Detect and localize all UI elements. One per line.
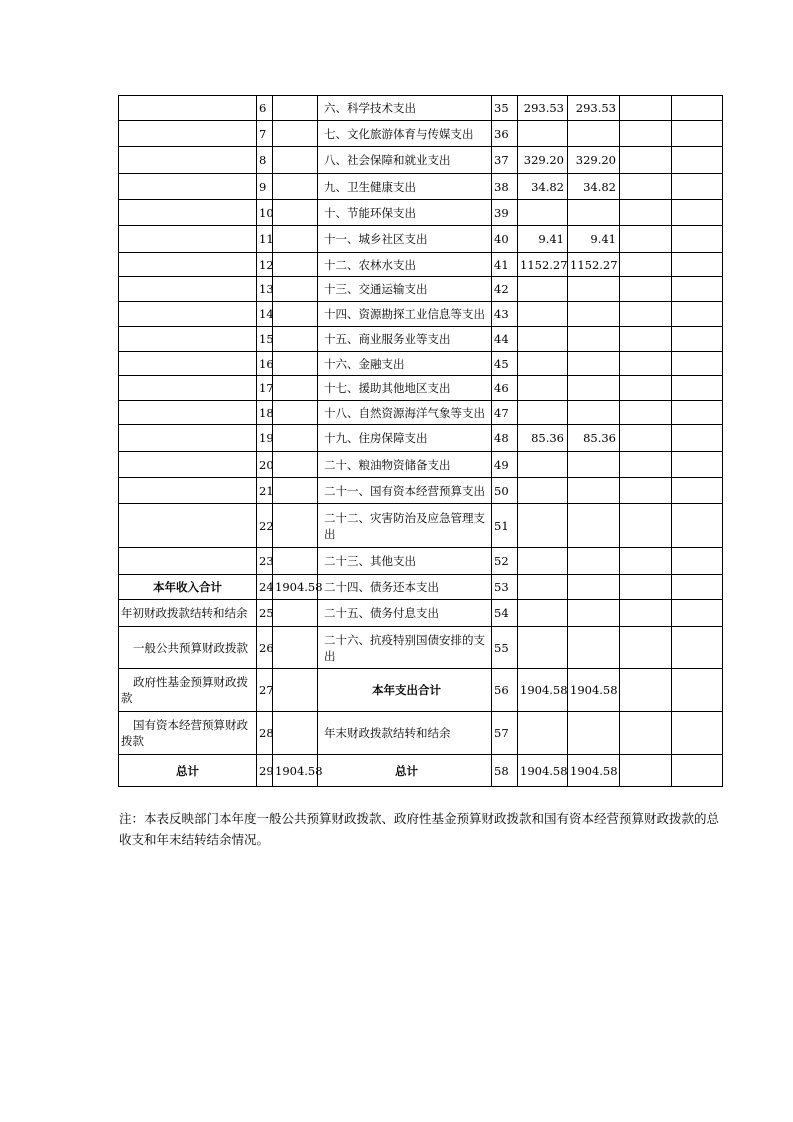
general-budget-cell (568, 712, 620, 755)
income-amount-cell (273, 226, 318, 253)
income-amount-cell (273, 376, 318, 401)
income-amount-cell (273, 327, 318, 352)
income-amount-cell (273, 627, 318, 669)
income-item-cell (119, 504, 257, 548)
income-line-no-cell: 25 (257, 600, 273, 627)
income-amount-cell (273, 174, 318, 200)
income-item-cell: 本年收入合计 (119, 575, 257, 600)
table-row (119, 352, 723, 376)
state-capital-budget-cell (672, 277, 723, 302)
expense-total-cell: 1904.58 (518, 755, 568, 787)
fund-budget-cell (620, 504, 672, 548)
income-line-no-cell: 29 (257, 755, 273, 787)
table-row (119, 200, 723, 226)
expense-total-cell (518, 121, 568, 147)
income-item-cell (119, 96, 257, 121)
expense-line-no-cell: 40 (492, 226, 518, 253)
expense-item-cell: 十七、援助其他地区支出 (318, 376, 492, 401)
general-budget-cell: 1904.58 (568, 669, 620, 712)
income-item-cell: 政府性基金预算财政拨款 (119, 669, 257, 712)
table-footnote: 注：本表反映部门本年度一般公共预算财政拨款、政府性基金预算财政拨款和国有资本经营预算财政拨款的总收支和年末结转结余情况。 (119, 811, 720, 847)
table-row (119, 174, 723, 200)
income-amount-cell (273, 452, 318, 478)
expense-total-cell: 293.53 (518, 96, 568, 121)
general-budget-cell: 329.20 (568, 147, 620, 174)
income-item-cell (119, 277, 257, 302)
income-item-cell: 一般公共预算财政拨款 (119, 627, 257, 669)
expense-total-cell (518, 452, 568, 478)
fund-budget-cell (620, 96, 672, 121)
expense-total-cell (518, 504, 568, 548)
income-item-cell (119, 401, 257, 425)
general-budget-cell: 85.36 (568, 425, 620, 452)
income-amount-cell (273, 478, 318, 504)
fund-budget-cell (620, 147, 672, 174)
general-budget-cell: 293.53 (568, 96, 620, 121)
income-line-no-cell: 24 (257, 575, 273, 600)
income-line-no-cell: 15 (257, 327, 273, 352)
income-amount-cell (273, 277, 318, 302)
general-budget-cell (568, 548, 620, 575)
income-line-no-cell: 23 (257, 548, 273, 575)
income-line-no-cell: 13 (257, 277, 273, 302)
general-budget-cell (568, 121, 620, 147)
expense-total-cell (518, 478, 568, 504)
income-line-no-cell: 19 (257, 425, 273, 452)
income-line-no-cell: 22 (257, 504, 273, 548)
table-row (119, 575, 723, 600)
income-line-no-cell: 26 (257, 627, 273, 669)
table-row (119, 226, 723, 253)
state-capital-budget-cell (672, 669, 723, 712)
fund-budget-cell (620, 478, 672, 504)
expense-total-cell: 85.36 (518, 425, 568, 452)
table-row (119, 712, 723, 755)
expense-total-cell: 329.20 (518, 147, 568, 174)
expense-line-no-cell: 44 (492, 327, 518, 352)
general-budget-cell (568, 327, 620, 352)
income-item-cell (119, 302, 257, 327)
expense-line-no-cell: 41 (492, 253, 518, 277)
income-item-cell (119, 200, 257, 226)
expense-line-no-cell: 52 (492, 548, 518, 575)
expense-item-cell: 二十三、其他支出 (318, 548, 492, 575)
fund-budget-cell (620, 452, 672, 478)
income-line-no-cell: 11 (257, 226, 273, 253)
fund-budget-cell (620, 200, 672, 226)
expense-line-no-cell: 36 (492, 121, 518, 147)
income-item-cell: 总计 (119, 755, 257, 787)
expense-item-cell: 十一、城乡社区支出 (318, 226, 492, 253)
income-item-cell (119, 548, 257, 575)
income-amount-cell (273, 253, 318, 277)
expense-total-cell: 9.41 (518, 226, 568, 253)
income-amount-cell (273, 669, 318, 712)
expense-total-cell (518, 548, 568, 575)
expense-line-no-cell: 51 (492, 504, 518, 548)
expense-total-cell: 1904.58 (518, 669, 568, 712)
table-row (119, 147, 723, 174)
state-capital-budget-cell (672, 575, 723, 600)
table-row (119, 755, 723, 787)
expense-total-cell (518, 302, 568, 327)
expense-item-cell: 本年支出合计 (318, 669, 492, 712)
income-line-no-cell: 10 (257, 200, 273, 226)
income-line-no-cell: 12 (257, 253, 273, 277)
income-item-cell (119, 478, 257, 504)
expense-item-cell: 二十六、抗疫特别国债安排的支出 (318, 627, 492, 669)
expense-line-no-cell: 58 (492, 755, 518, 787)
income-amount-cell (273, 121, 318, 147)
expense-line-no-cell: 53 (492, 575, 518, 600)
fund-budget-cell (620, 277, 672, 302)
income-amount-cell (273, 504, 318, 548)
state-capital-budget-cell (672, 504, 723, 548)
income-line-no-cell: 14 (257, 302, 273, 327)
fund-budget-cell (620, 600, 672, 627)
fund-budget-cell (620, 627, 672, 669)
expense-total-cell (518, 376, 568, 401)
expense-item-cell: 六、科学技术支出 (318, 96, 492, 121)
fund-budget-cell (620, 755, 672, 787)
expense-item-cell: 十二、农林水支出 (318, 253, 492, 277)
expense-item-cell: 十九、住房保障支出 (318, 425, 492, 452)
general-budget-cell (568, 200, 620, 226)
table-row (119, 302, 723, 327)
income-line-no-cell: 6 (257, 96, 273, 121)
state-capital-budget-cell (672, 121, 723, 147)
table-row (119, 627, 723, 669)
income-amount-cell (273, 302, 318, 327)
income-line-no-cell: 9 (257, 174, 273, 200)
general-budget-cell (568, 504, 620, 548)
fund-budget-cell (620, 401, 672, 425)
income-item-cell (119, 376, 257, 401)
income-amount-cell (273, 548, 318, 575)
table-row (119, 548, 723, 575)
income-line-no-cell: 27 (257, 669, 273, 712)
fund-budget-cell (620, 327, 672, 352)
fund-budget-cell (620, 174, 672, 200)
expense-line-no-cell: 39 (492, 200, 518, 226)
income-amount-cell (273, 425, 318, 452)
table-row (119, 96, 723, 121)
fund-budget-cell (620, 352, 672, 376)
expense-line-no-cell: 56 (492, 669, 518, 712)
fund-budget-cell (620, 226, 672, 253)
expense-line-no-cell: 49 (492, 452, 518, 478)
fund-budget-cell (620, 548, 672, 575)
state-capital-budget-cell (672, 302, 723, 327)
expense-total-cell: 1152.27 (518, 253, 568, 277)
state-capital-budget-cell (672, 327, 723, 352)
state-capital-budget-cell (672, 478, 723, 504)
income-item-cell (119, 327, 257, 352)
income-line-no-cell: 7 (257, 121, 273, 147)
income-line-no-cell: 20 (257, 452, 273, 478)
expense-item-cell: 年末财政拨款结转和结余 (318, 712, 492, 755)
income-line-no-cell: 17 (257, 376, 273, 401)
expense-line-no-cell: 55 (492, 627, 518, 669)
expense-item-cell: 十八、自然资源海洋气象等支出 (318, 401, 492, 425)
income-item-cell (119, 121, 257, 147)
income-item-cell (119, 253, 257, 277)
table-row (119, 253, 723, 277)
general-budget-cell (568, 376, 620, 401)
fund-budget-cell (620, 253, 672, 277)
expense-item-cell: 二十四、债务还本支出 (318, 575, 492, 600)
income-line-no-cell: 18 (257, 401, 273, 425)
income-item-cell (119, 226, 257, 253)
expense-total-cell (518, 575, 568, 600)
expense-total-cell (518, 352, 568, 376)
general-budget-cell (568, 452, 620, 478)
expense-line-no-cell: 37 (492, 147, 518, 174)
table-row (119, 121, 723, 147)
expense-item-cell: 九、卫生健康支出 (318, 174, 492, 200)
expense-item-cell: 十五、商业服务业等支出 (318, 327, 492, 352)
table-row (119, 327, 723, 352)
table-row (119, 478, 723, 504)
expense-total-cell (518, 327, 568, 352)
expense-total-cell (518, 200, 568, 226)
financial-table (118, 95, 723, 787)
income-amount-cell (273, 96, 318, 121)
income-item-cell (119, 452, 257, 478)
expense-item-cell: 七、文化旅游体育与传媒支出 (318, 121, 492, 147)
income-amount-cell (273, 200, 318, 226)
expense-line-no-cell: 57 (492, 712, 518, 755)
expense-line-no-cell: 47 (492, 401, 518, 425)
income-amount-cell: 1904.58 (273, 755, 318, 787)
state-capital-budget-cell (672, 174, 723, 200)
table-row (119, 376, 723, 401)
general-budget-cell (568, 302, 620, 327)
expense-line-no-cell: 48 (492, 425, 518, 452)
state-capital-budget-cell (672, 627, 723, 669)
expense-item-cell: 十六、金融支出 (318, 352, 492, 376)
state-capital-budget-cell (672, 253, 723, 277)
state-capital-budget-cell (672, 452, 723, 478)
expense-item-cell: 二十一、国有资本经营预算支出 (318, 478, 492, 504)
state-capital-budget-cell (672, 352, 723, 376)
expense-total-cell (518, 401, 568, 425)
expense-line-no-cell: 38 (492, 174, 518, 200)
income-item-cell (119, 425, 257, 452)
table-row (119, 277, 723, 302)
state-capital-budget-cell (672, 600, 723, 627)
state-capital-budget-cell (672, 200, 723, 226)
state-capital-budget-cell (672, 376, 723, 401)
state-capital-budget-cell (672, 548, 723, 575)
state-capital-budget-cell (672, 401, 723, 425)
general-budget-cell: 34.82 (568, 174, 620, 200)
expense-line-no-cell: 35 (492, 96, 518, 121)
fund-budget-cell (620, 669, 672, 712)
income-item-cell (119, 147, 257, 174)
expense-line-no-cell: 42 (492, 277, 518, 302)
expense-total-cell (518, 712, 568, 755)
expense-item-cell: 八、社会保障和就业支出 (318, 147, 492, 174)
expense-total-cell (518, 277, 568, 302)
income-amount-cell (273, 401, 318, 425)
expense-item-cell: 十三、交通运输支出 (318, 277, 492, 302)
general-budget-cell: 1904.58 (568, 755, 620, 787)
fund-budget-cell (620, 302, 672, 327)
table-row (119, 669, 723, 712)
fund-budget-cell (620, 121, 672, 147)
table-row (119, 452, 723, 478)
expense-item-cell: 十四、资源勘探工业信息等支出 (318, 302, 492, 327)
fund-budget-cell (620, 575, 672, 600)
income-amount-cell (273, 600, 318, 627)
expense-line-no-cell: 43 (492, 302, 518, 327)
expense-line-no-cell: 54 (492, 600, 518, 627)
general-budget-cell (568, 575, 620, 600)
income-item-cell: 国有资本经营预算财政拨款 (119, 712, 257, 755)
expense-item-cell: 总计 (318, 755, 492, 787)
expense-item-cell: 二十二、灾害防治及应急管理支出 (318, 504, 492, 548)
income-amount-cell (273, 147, 318, 174)
income-item-cell (119, 352, 257, 376)
state-capital-budget-cell (672, 425, 723, 452)
income-line-no-cell: 28 (257, 712, 273, 755)
general-budget-cell (568, 401, 620, 425)
income-line-no-cell: 21 (257, 478, 273, 504)
expense-total-cell: 34.82 (518, 174, 568, 200)
general-budget-cell (568, 352, 620, 376)
income-amount-cell: 1904.58 (273, 575, 318, 600)
expense-item-cell: 二十五、债务付息支出 (318, 600, 492, 627)
expense-total-cell (518, 600, 568, 627)
fund-budget-cell (620, 425, 672, 452)
income-item-cell (119, 174, 257, 200)
general-budget-cell (568, 600, 620, 627)
general-budget-cell (568, 627, 620, 669)
expense-line-no-cell: 45 (492, 352, 518, 376)
income-item-cell: 年初财政拨款结转和结余 (119, 600, 257, 627)
state-capital-budget-cell (672, 96, 723, 121)
expense-line-no-cell: 46 (492, 376, 518, 401)
general-budget-cell: 9.41 (568, 226, 620, 253)
table-row (119, 401, 723, 425)
general-budget-cell (568, 277, 620, 302)
income-amount-cell (273, 712, 318, 755)
income-amount-cell (273, 352, 318, 376)
table-row (119, 425, 723, 452)
expense-item-cell: 十、节能环保支出 (318, 200, 492, 226)
income-line-no-cell: 8 (257, 147, 273, 174)
fund-budget-cell (620, 376, 672, 401)
state-capital-budget-cell (672, 147, 723, 174)
state-capital-budget-cell (672, 226, 723, 253)
state-capital-budget-cell (672, 755, 723, 787)
expense-line-no-cell: 50 (492, 478, 518, 504)
table-row (119, 504, 723, 548)
state-capital-budget-cell (672, 712, 723, 755)
general-budget-cell: 1152.27 (568, 253, 620, 277)
expense-item-cell: 二十、粮油物资储备支出 (318, 452, 492, 478)
expense-total-cell (518, 627, 568, 669)
income-line-no-cell: 16 (257, 352, 273, 376)
table-row (119, 600, 723, 627)
general-budget-cell (568, 478, 620, 504)
fund-budget-cell (620, 712, 672, 755)
